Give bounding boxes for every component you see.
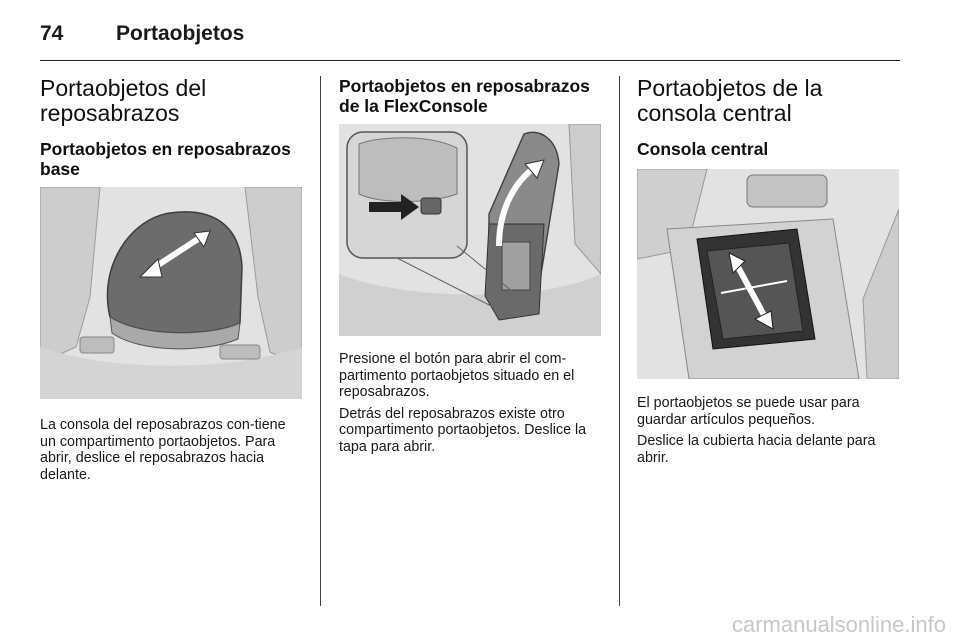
paragraph: La consola del reposabrazos con-tiene un compartimento portaobjetos. Para abrir, deslice el reposabrazos hacia delante. xyxy=(40,417,286,483)
page-title: Portaobjetos xyxy=(116,22,245,45)
paragraph: Presione el botón para abrir el com-partimento portaobjetos situado en el reposabrazos. xyxy=(339,351,575,401)
armrest-illustration xyxy=(40,187,302,399)
column-3 xyxy=(637,76,899,466)
subsection-heading: Consola central xyxy=(637,139,769,159)
column-2 xyxy=(339,76,601,456)
header-rule xyxy=(40,60,900,61)
paragraph: Deslice la cubierta hacia delante para abrir. xyxy=(637,433,876,466)
subsection-heading: Portaobjetos en reposabrazos de la FlexConsole xyxy=(339,76,590,116)
column-divider-2 xyxy=(619,76,620,606)
page-number: 74 xyxy=(40,22,64,45)
page-header xyxy=(40,18,900,62)
flexconsole-illustration xyxy=(339,124,601,336)
watermark: carmanualsonline.info xyxy=(731,612,946,637)
paragraph: El portaobjetos se puede usar para guardar artículos pequeños. xyxy=(637,395,860,428)
section-heading: Portaobjetos de la consola central xyxy=(637,75,823,126)
paragraph: Detrás del reposabrazos existe otro compartimento portaobjetos. Deslice la tapa para abrir. xyxy=(339,405,587,455)
column-1 xyxy=(40,76,302,483)
subsection-heading: Portaobjetos en reposabrazos base xyxy=(40,139,291,179)
center-console-illustration xyxy=(637,169,899,379)
column-divider-1 xyxy=(320,76,321,606)
section-heading: Portaobjetos del reposabrazos xyxy=(40,75,207,126)
